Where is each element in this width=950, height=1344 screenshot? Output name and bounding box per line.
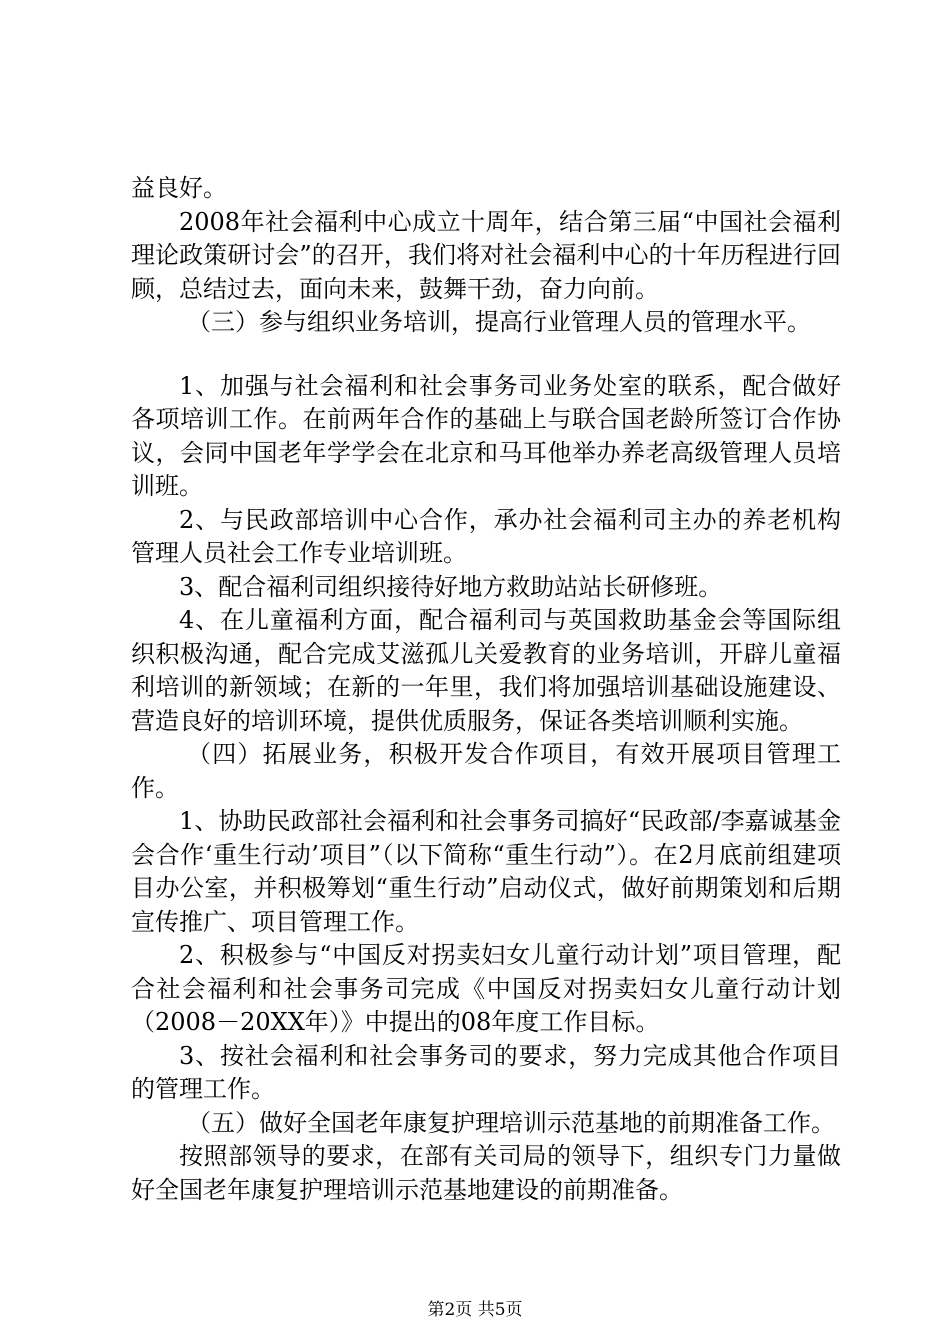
paragraph-project-2: 2、积极参与“中国反对拐卖妇女儿童行动计划”项目管理，配合社会福利和社会事务司完成《中国反对拐卖妇女儿童行动计划（2008－20XX年）》中提出的08年度工作目标。	[131, 941, 841, 1036]
paragraph-training-3: 3、配合福利司组织接待好地方救助站站长研修班。	[179, 572, 723, 601]
paragraph-project-3: 3、按社会福利和社会事务司的要求，努力完成其他合作项目的管理工作。	[131, 1041, 841, 1103]
document-body	[131, 172, 841, 1207]
section-heading-3: （三）参与组织业务培训，提高行业管理人员的管理水平。	[187, 308, 811, 336]
paragraph-base-preparation: 按照部领导的要求，在部有关司局的领导下，组织专门力量做好全国老年康复护理培训示范基地建设的前期准备。	[131, 1142, 841, 1204]
section-heading-5: （五）做好全国老年康复护理培训示范基地的前期准备工作。	[187, 1108, 835, 1137]
page-number-footer: 第2页 共5页	[427, 1300, 523, 1320]
paragraph-anniversary: 2008年社会福利中心成立十周年，结合第三届“中国社会福利理论政策研讨会”的召开，我们将对社会福利中心的十年历程进行回顾，总结过去，面向未来，鼓舞干劲，奋力向前。	[131, 207, 841, 303]
paragraph-project-1: 1、协助民政部社会福利和社会事务司搞好“民政部/李嘉诚基金会合作‘重生行动’项目”（以下简称“重生行动”）。在2月底前组建项目办公室，并积极筹划“重生行动”启动仪式，做好前期策划和后期宣传推广、项目管理工作。	[131, 807, 841, 936]
paragraph-training-1: 1、加强与社会福利和社会事务司业务处室的联系，配合做好各项培训工作。在前两年合作的基础上与联合国老龄所签订合作协议，会同中国老年学学会在北京和马耳他举办养老高级管理人员培训班。	[131, 371, 841, 500]
paragraph-training-4: 4、在儿童福利方面，配合福利司与英国救助基金会等国际组织积极沟通，配合完成艾滋孤儿关爱教育的业务培训，开辟儿童福利培训的新领域；在新的一年里，我们将加强培训基础设施建设、营造良好的培训环境，提供优质服务，保证各类培训顺利实施。	[131, 606, 841, 735]
paragraph-training-2: 2、与民政部培训中心合作，承办社会福利司主办的养老机构管理人员社会工作专业培训班。	[131, 505, 841, 567]
section-heading-4: （四）拓展业务，积极开发合作项目，有效开展项目管理工作。	[131, 740, 841, 802]
paragraph-continuation: 益良好。	[131, 174, 227, 202]
